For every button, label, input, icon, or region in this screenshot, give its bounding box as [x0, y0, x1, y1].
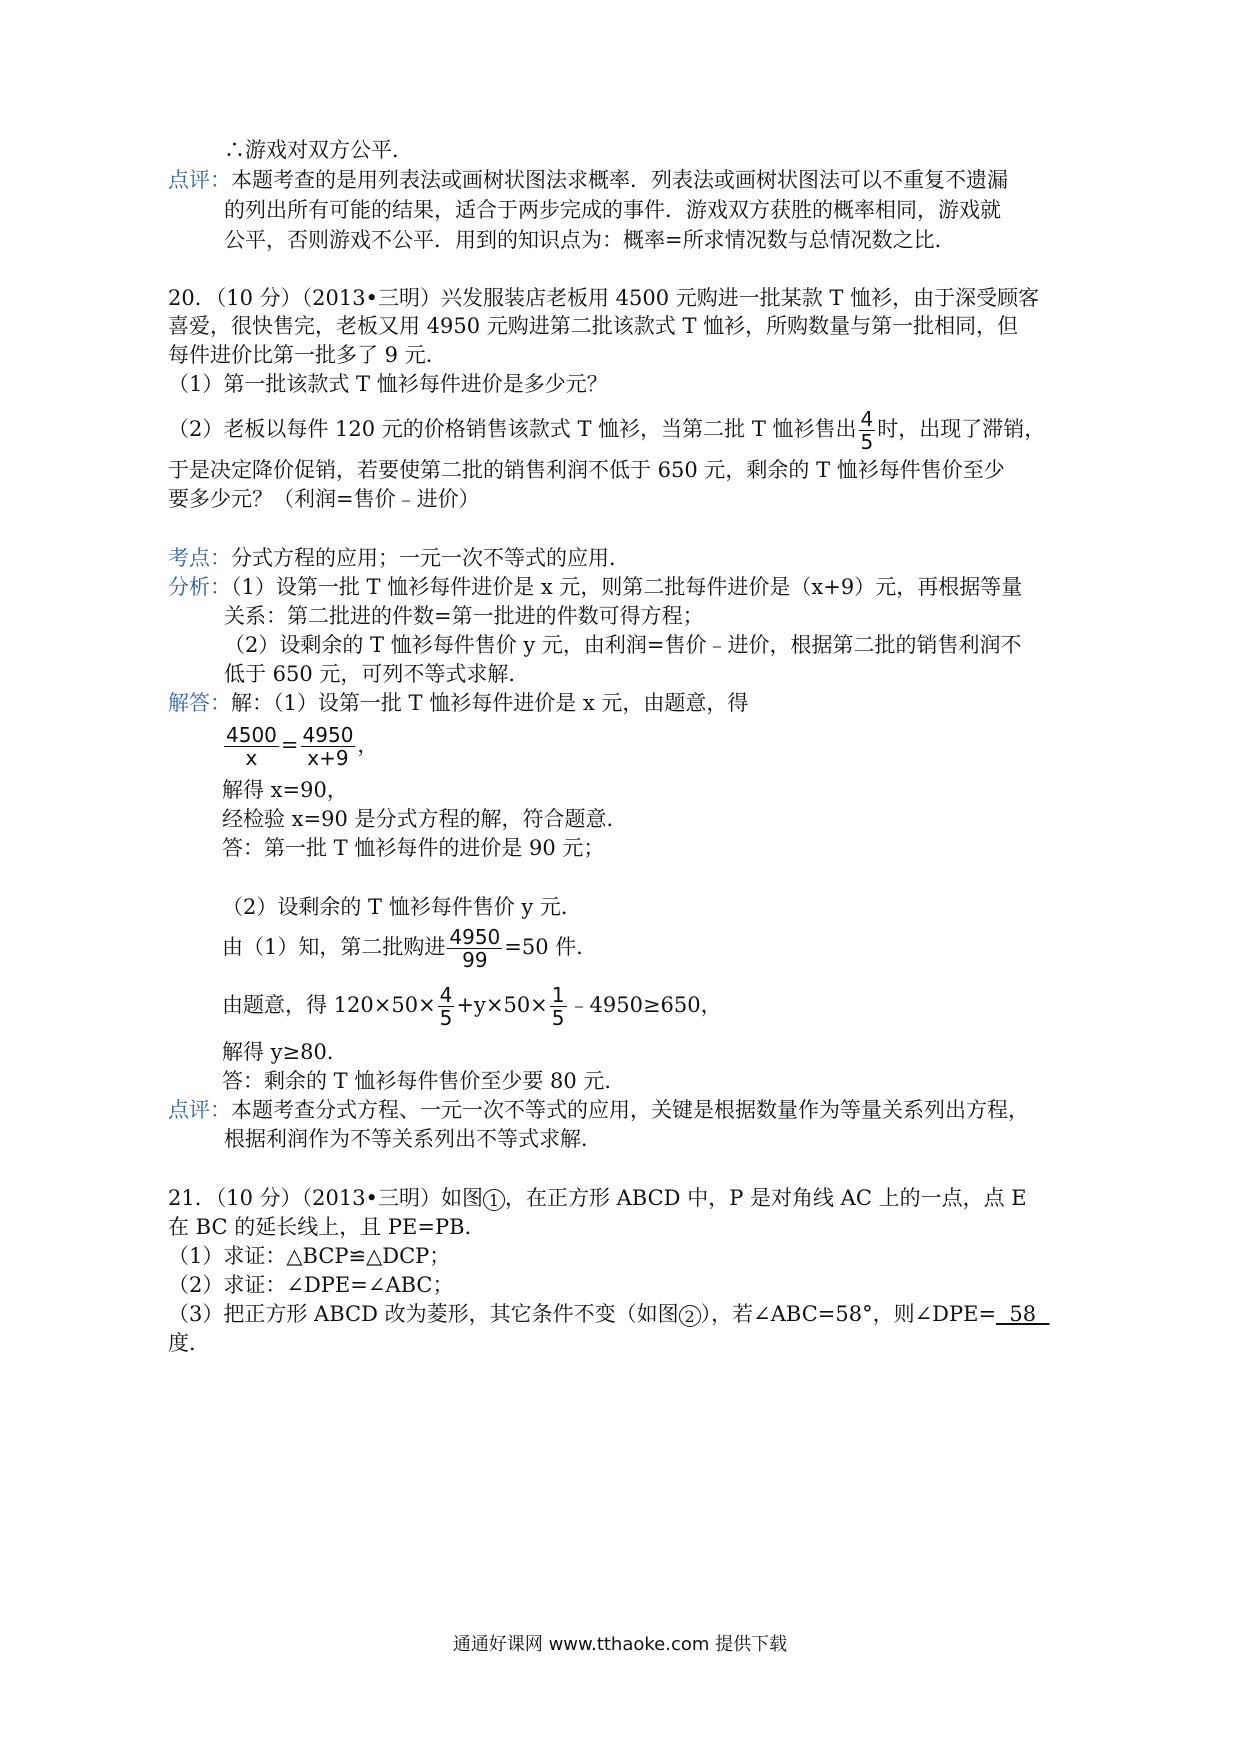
- q20-stem-line3: 每件进价比第一批多了 9 元．: [168, 343, 447, 367]
- q21-stem-line2: 在 BC 的延长线上，且 PE=PB．: [168, 1215, 486, 1239]
- fraction-1-5: [550, 984, 567, 1029]
- known-text-a: 由（1）知，第二批购进: [222, 935, 446, 959]
- q21-part3: [168, 1299, 1050, 1329]
- q20-kaodian: [168, 543, 630, 573]
- comma: ，: [357, 733, 379, 757]
- answer-2: 答：剩余的 T 恤衫每件售价至少要 80 元．: [222, 1069, 626, 1093]
- check-x: 经检验 x=90 是分式方程的解，符合题意．: [222, 807, 628, 831]
- fraction-4500-x: [224, 724, 279, 769]
- kaodian-label: 考点：: [168, 546, 231, 570]
- prev-comment: [168, 165, 1008, 195]
- comment-label: 点评：: [168, 168, 231, 192]
- q21-stem-line1: [168, 1183, 1027, 1213]
- ineq-text-a: 由题意，得 120×50×: [222, 993, 436, 1017]
- frac-denominator: x: [245, 746, 258, 770]
- comment-line1: 本题考查分式方程、一元一次不等式的应用，关键是根据数量作为等量关系列出方程，: [231, 1098, 1029, 1122]
- known-quantity: [222, 922, 597, 972]
- q20-part2-text-a: （2）老板以每件 120 元的价格销售该款式 T 恤衫，当第二批 T 恤衫售出: [168, 417, 857, 441]
- footer-watermark: 通通好课网 www.tthaoke.com 提供下载: [452, 1634, 788, 1655]
- q20-stem-line2: 喜爱，很快售完，老板又用 4950 元购进第二批该款式 T 恤衫，所购数量与第一批相同，但: [168, 314, 1019, 338]
- prev-conclusion: ∴游戏对双方公平．: [224, 138, 413, 162]
- fraction-4950-x9: [301, 724, 356, 769]
- q21-part3-text-b: ），若∠ABC=58°，则∠DPE=: [700, 1302, 997, 1326]
- known-text-b: =50 件．: [504, 935, 598, 959]
- circled-number-2: 2: [679, 1305, 701, 1327]
- fraction-4950-99: [447, 926, 502, 971]
- solve-x: 解得 x=90，: [222, 778, 348, 802]
- frac-denominator: 5: [439, 1006, 453, 1030]
- solve-y: 解得 y≥80．: [222, 1040, 348, 1064]
- circled-number-1: 1: [483, 1189, 505, 1211]
- fenxi-line3: （2）设剩余的 T 恤衫每件售价 y 元，由利润=售价﹣进价，根据第二批的销售利润不: [224, 633, 1022, 657]
- q21-part3-line2: 度．: [168, 1331, 210, 1355]
- q21-text-a: 21．（10 分）（2013•三明）如图: [168, 1186, 483, 1210]
- jieda-line1: 解：（1）设第一批 T 恤衫每件进价是 x 元，由题意，得: [231, 691, 749, 715]
- fraction-4-5: [859, 408, 876, 453]
- answer-blank: 58: [996, 1302, 1050, 1326]
- prev-comment-line1: 本题考查的是用列表法或画树状图法求概率．列表法或画树状图法可以不重复不遗漏: [231, 168, 1008, 192]
- frac-numerator: 4950: [302, 723, 354, 747]
- q20-part2-text-b: 时，出现了滞销，: [877, 417, 1046, 441]
- frac-numerator: 1: [551, 983, 565, 1007]
- frac-denominator: 5: [860, 430, 874, 454]
- q20-part1: （1）第一批该款式 T 恤衫每件进价是多少元？: [168, 372, 608, 396]
- q20-part2-line3: 要多少元？（利润=售价﹣进价）: [168, 487, 480, 511]
- q20-fenxi: [168, 572, 1022, 602]
- q21-text-b: ，在正方形 ABCD 中，P 是对角线 AC 上的一点，点 E: [504, 1186, 1027, 1210]
- jieda-label: 解答：: [168, 691, 231, 715]
- q20-jieda: [168, 688, 748, 718]
- q21-part1: （1）求证：△BCP≌△DCP；: [168, 1244, 451, 1268]
- comment-line2: 根据利润作为不等关系列出不等式求解．: [224, 1127, 602, 1151]
- q20-part2-line2: 于是决定降价促销，若要使第二批的销售利润不低于 650 元，剩余的 T 恤衫每件售价至少: [168, 458, 1005, 482]
- prev-comment-line2: 的列出所有可能的结果，适合于两步完成的事件．游戏双方获胜的概率相同，游戏就: [224, 198, 1001, 222]
- fenxi-line2: 关系：第二批进的件数=第一批进的件数可得方程；: [224, 604, 704, 628]
- frac-numerator: 4500: [226, 723, 277, 747]
- q20-stem-line1: 20．（10 分）（2013•三明）兴发服装店老板用 4500 元购进一批某款 T 恤衫，由于深受顾客: [168, 286, 1040, 310]
- ineq-text-b: +y×50×: [456, 993, 548, 1017]
- equation-fractional: [222, 720, 378, 770]
- equals-sign: =: [280, 733, 299, 757]
- fenxi-line4: 低于 650 元，可列不等式求解．: [224, 662, 530, 686]
- answer-1: 答：第一批 T 恤衫每件的进价是 90 元；: [222, 836, 605, 860]
- fraction-4-5: [438, 984, 455, 1029]
- q21-part3-text-a: （3）把正方形 ABCD 改为菱形，其它条件不变（如图: [168, 1302, 679, 1326]
- frac-numerator: 4950: [449, 925, 501, 949]
- prev-comment-line3: 公平，否则游戏不公平．用到的知识点为：概率=所求情况数与总情况数之比．: [224, 228, 956, 252]
- q21-part2: （2）求证：∠DPE=∠ABC；: [168, 1273, 454, 1297]
- comment-label: 点评：: [168, 1098, 231, 1122]
- q20-comment: [168, 1095, 1029, 1125]
- frac-denominator: 99: [462, 948, 488, 972]
- fenxi-label: 分析：: [168, 575, 231, 599]
- fenxi-line1: （1）设第一批 T 恤衫每件进价是 x 元，则第二批每件进价是（x+9）元，再根据等量: [231, 575, 1023, 599]
- set-y: （2）设剩余的 T 恤衫每件售价 y 元．: [222, 895, 582, 919]
- frac-numerator: 4: [439, 983, 453, 1007]
- kaodian-text: 分式方程的应用；一元一次不等式的应用．: [231, 546, 630, 570]
- inequality: [222, 980, 722, 1030]
- frac-denominator: x+9: [307, 746, 349, 770]
- q20-part2: [168, 405, 1045, 453]
- frac-denominator: 5: [551, 1006, 565, 1030]
- frac-numerator: 4: [860, 407, 874, 431]
- ineq-text-c: ﹣4950≥650，: [568, 993, 722, 1017]
